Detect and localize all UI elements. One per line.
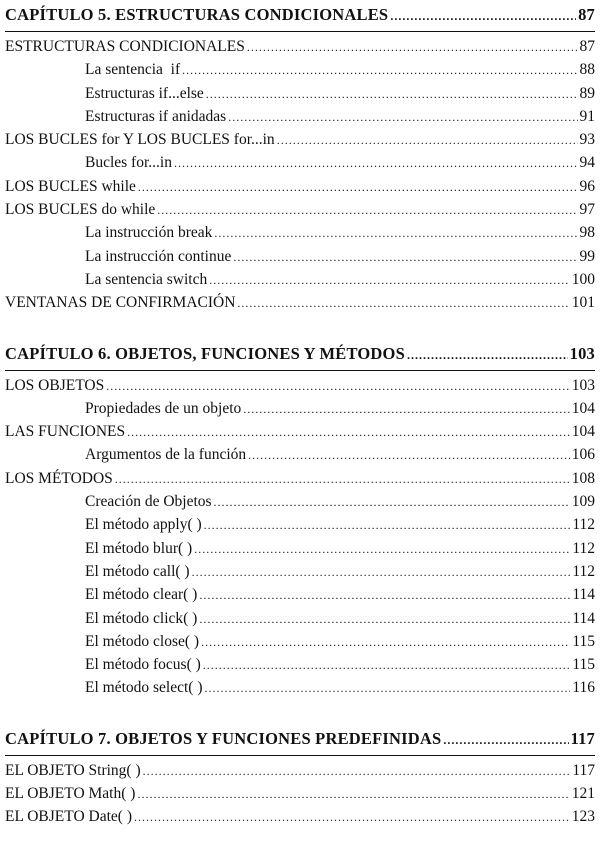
entry-page-number: 100 [571,270,595,288]
dot-leader [174,156,578,171]
dot-leader [182,63,577,78]
entry-label: LOS BUCLES while [5,177,136,195]
chapter-title: CAPÍTULO 6. OBJETOS, FUNCIONES Y MÉTODOS [5,343,405,363]
dot-leader [214,495,570,510]
toc-entry [5,762,595,785]
entry-label: ESTRUCTURAS CONDICIONALES [5,38,245,55]
toc-subentry [5,85,595,108]
entry-page-number: 121 [571,785,595,803]
entry-label: Estructuras if anidadas [85,107,227,125]
dot-leader [204,518,571,533]
entry-label: Bucles for...in [85,154,172,172]
dot-leader [201,635,570,650]
entry-label: La instrucción break [85,224,213,242]
entry-label: La instrucción continue [85,247,232,265]
entry-page-number: 109 [571,493,595,511]
entry-page-number: 101 [571,294,595,312]
entry-page-number: 114 [572,586,595,604]
toc-subentry [5,446,595,469]
dot-leader [138,180,578,195]
toc-entry [5,423,595,446]
entry-page-number: 91 [579,107,595,125]
dot-leader [106,379,570,394]
entry-page-number: 123 [571,808,595,826]
chapter-page-number: 117 [570,728,595,748]
toc-entry [5,38,595,61]
toc-entry [5,294,595,317]
entry-label: LOS BUCLES do while [5,201,156,219]
chapter-heading [5,729,595,756]
entry-page-number: 106 [571,446,595,464]
entry-page-number: 88 [579,61,595,79]
toc-subentry [5,516,595,539]
chapter-title: CAPÍTULO 5. ESTRUCTURAS CONDICIONALES [5,5,389,24]
entry-label: El método blur( ) [85,539,193,557]
entry-page-number: 104 [571,399,595,417]
toc-subentry [5,563,595,586]
entry-page-number: 93 [579,131,595,149]
toc-subentry [5,61,595,84]
entry-page-number: 112 [572,516,595,534]
dot-leader [443,733,568,748]
entry-label: Propiedades de un objeto [85,399,242,417]
entry-page-number: 115 [572,656,595,674]
entry-label: La sentencia switch [85,270,208,288]
dot-leader [206,87,578,102]
table-of-contents [5,5,595,858]
entry-label: El método apply( ) [85,516,202,534]
toc-entry [5,470,595,493]
entry-page-number: 99 [579,247,595,265]
toc-subentry [5,248,595,271]
chapter-heading [5,344,595,371]
toc-subentry [5,271,595,294]
chapter-page-number: 103 [569,343,595,363]
toc-subentry [5,633,595,656]
chapter-section [5,344,595,703]
chapter-title: CAPÍTULO 7. OBJETOS Y FUNCIONES PREDEFINIDAS [5,728,442,748]
entry-label: Creación de Objetos [85,493,212,511]
dot-leader [127,425,570,440]
dot-leader [192,565,571,580]
entry-label: La sentencia if [85,61,181,79]
dot-leader [390,9,576,24]
entry-page-number: 114 [572,609,595,627]
entry-label: El método select( ) [85,679,203,697]
toc-subentry [5,610,595,633]
entry-label: Estructuras if...else [85,84,204,102]
entry-label: El método click( ) [85,609,198,627]
toc-entry [5,785,595,808]
toc-subentry [5,154,595,177]
toc-subentry [5,679,595,702]
toc-subentry [5,108,595,131]
entry-page-number: 96 [579,177,595,195]
toc-subentry [5,224,595,247]
chapter-section [5,5,595,318]
dot-leader [199,612,570,627]
entry-page-number: 98 [579,224,595,242]
toc-subentry [5,586,595,609]
toc-entry [5,201,595,224]
entry-label: El método call( ) [85,562,190,580]
entry-label: VENTANAS DE CONFIRMACIÓN [5,294,236,312]
entry-label: El método clear( ) [85,586,198,604]
dot-leader [214,226,577,241]
dot-leader [157,203,577,218]
entry-page-number: 112 [572,562,595,580]
entry-label: EL OBJETO Date( ) [5,808,132,826]
dot-leader [243,402,569,417]
dot-leader [134,810,570,825]
dot-leader [143,764,571,779]
dot-leader [194,542,570,557]
chapter-section [5,729,595,832]
entry-page-number: 103 [571,376,595,394]
dot-leader [233,250,577,265]
toc-entry [5,377,595,400]
dot-leader [228,110,577,125]
chapter-page-number: 87 [578,5,595,24]
entry-label: LOS BUCLES for Y LOS BUCLES for...in [5,131,275,149]
toc-subentry [5,493,595,516]
dot-leader [205,681,571,696]
dot-leader [209,273,570,288]
entry-page-number: 97 [579,201,595,219]
toc-entry [5,131,595,154]
entry-page-number: 94 [579,154,595,172]
entry-page-number: 115 [572,632,595,650]
entry-page-number: 117 [572,761,595,779]
entry-label: Argumentos de la función [85,446,247,464]
entry-label: El método focus( ) [85,656,201,674]
entry-label: EL OBJETO String( ) [5,761,141,779]
dot-leader [199,588,570,603]
dot-leader [137,787,569,802]
entry-page-number: 108 [571,469,595,487]
dot-leader [277,133,578,148]
entry-page-number: 104 [571,423,595,441]
chapter-heading [5,5,595,32]
entry-label: LAS FUNCIONES [5,423,126,441]
entry-label: El método close( ) [85,632,200,650]
toc-entry [5,808,595,831]
dot-leader [115,472,570,487]
entry-label: LOS MÉTODOS [5,469,113,487]
dot-leader [247,40,578,55]
entry-page-number: 112 [572,539,595,557]
entry-page-number: 116 [572,679,595,697]
dot-leader [248,448,570,463]
entry-page-number: 87 [579,38,595,55]
toc-subentry [5,540,595,563]
entry-label: EL OBJETO Math( ) [5,785,136,803]
entry-page-number: 89 [579,84,595,102]
toc-subentry [5,400,595,423]
toc-subentry [5,656,595,679]
dot-leader [407,348,568,363]
toc-entry [5,178,595,201]
dot-leader [237,296,569,311]
dot-leader [203,658,571,673]
entry-label: LOS OBJETOS [5,376,105,394]
